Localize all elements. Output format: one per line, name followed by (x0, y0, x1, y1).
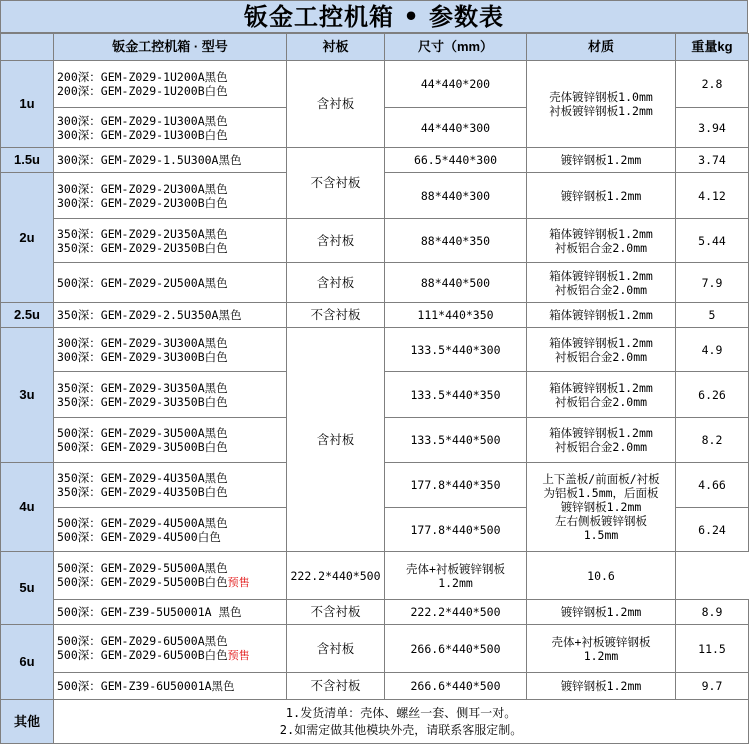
model-cell: 500深：GEM-Z029-4U500A黑色 500深：GEM-Z029-4U500白色 (54, 508, 287, 552)
weight-cell: 8.9 (676, 600, 749, 625)
header-model: 钣金工控机箱 · 型号 (54, 34, 287, 61)
model-cell: 350深：GEM-Z029-2.5U350A黑色 (54, 303, 287, 328)
material-cell: 箱体镀锌钢板1.2mm (527, 303, 676, 328)
material-cell: 箱体镀锌钢板1.2mm 衬板铝合金2.0mm (527, 328, 676, 372)
weight-cell: 3.74 (676, 148, 749, 173)
lining-cell: 不含衬板 (287, 673, 385, 700)
size-label: 3u (1, 328, 54, 463)
weight-cell: 8.2 (676, 418, 749, 463)
presale-badge: 预售 (227, 650, 250, 662)
material-cell: 上下盖板/前面板/衬板 为铝板1.5mm，后面板 镀锌钢板1.2mm 左右侧板镀锌钢板 1.5mm (527, 463, 676, 552)
size-label: 2u (1, 173, 54, 303)
dimensions-cell: 88*440*300 (385, 173, 527, 219)
header-material: 材质 (527, 34, 676, 61)
size-label: 1u (1, 61, 54, 148)
weight-cell: 3.94 (676, 108, 749, 148)
material-cell: 箱体镀锌钢板1.2mm 衬板铝合金2.0mm (527, 219, 676, 263)
material-cell: 壳体镀锌钢板1.0mm 衬板镀锌钢板1.2mm (527, 61, 676, 148)
lining-cell: 含衬板 (287, 625, 385, 673)
model-cell: 500深：GEM-Z029-2U500A黑色 (54, 263, 287, 303)
notes-cell: 1.发货清单：壳体、螺丝一套、侧耳一对。 2.如需定做其他模块外壳，请联系客服定制。 (54, 700, 749, 744)
dimensions-cell: 88*440*500 (385, 263, 527, 303)
dimensions-cell: 266.6*440*500 (385, 673, 527, 700)
material-cell: 镀锌钢板1.2mm (527, 173, 676, 219)
weight-cell: 6.26 (676, 372, 749, 418)
size-label: 5u (1, 552, 54, 625)
material-cell: 箱体镀锌钢板1.2mm 衬板铝合金2.0mm (527, 263, 676, 303)
dimensions-cell: 222.2*440*500 (287, 552, 385, 600)
size-label: 2.5u (1, 303, 54, 328)
model-cell: 300深：GEM-Z029-3U300A黑色 300深：GEM-Z029-3U300B白色 (54, 328, 287, 372)
model-cell: 500深：GEM-Z029-3U500A黑色 500深：GEM-Z029-3U500B白色 (54, 418, 287, 463)
model-cell: 300深：GEM-Z029-1.5U300A黑色 (54, 148, 287, 173)
spec-table (0, 33, 749, 744)
dimensions-cell: 266.6*440*500 (385, 625, 527, 673)
material-cell: 镀锌钢板1.2mm (527, 673, 676, 700)
model-cell: 350深：GEM-Z029-4U350A黑色 350深：GEM-Z029-4U350B白色 (54, 463, 287, 508)
weight-cell: 9.7 (676, 673, 749, 700)
size-label: 4u (1, 463, 54, 552)
weight-cell: 6.24 (676, 508, 749, 552)
lining-cell: 含衬板 (287, 263, 385, 303)
model-cell: 500深：GEM-Z39-5U50001A 黑色 (54, 600, 287, 625)
dimensions-cell: 44*440*300 (385, 108, 527, 148)
weight-cell: 11.5 (676, 625, 749, 673)
dimensions-cell: 44*440*200 (385, 61, 527, 108)
material-cell: 壳体+衬板镀锌钢板 1.2mm (527, 625, 676, 673)
material-cell: 箱体镀锌钢板1.2mm 衬板铝合金2.0mm (527, 418, 676, 463)
lining-cell: 含衬板 (287, 328, 385, 552)
presale-badge: 预售 (227, 577, 250, 589)
model-cell: 300深：GEM-Z029-1U300A黑色 300深：GEM-Z029-1U300B白色 (54, 108, 287, 148)
dimensions-cell: 133.5*440*500 (385, 418, 527, 463)
header-lining: 衬板 (287, 34, 385, 61)
material-cell: 镀锌钢板1.2mm (527, 600, 676, 625)
lining-cell: 不含衬板 (287, 303, 385, 328)
model-cell: 500深：GEM-Z029-5U500A黑色 500深：GEM-Z029-5U500B白色预售 (54, 552, 287, 600)
material-cell: 镀锌钢板1.2mm (527, 148, 676, 173)
other-label: 其他 (1, 700, 54, 744)
dimensions-cell: 222.2*440*500 (385, 600, 527, 625)
model-cell: 300深：GEM-Z029-2U300A黑色 300深：GEM-Z029-2U300B白色 (54, 173, 287, 219)
weight-cell: 10.6 (527, 552, 676, 600)
model-cell: 500深：GEM-Z39-6U50001A黑色 (54, 673, 287, 700)
lining-cell: 不含衬板 (287, 148, 385, 219)
lining-cell: 含衬板 (287, 61, 385, 148)
weight-cell: 7.9 (676, 263, 749, 303)
weight-cell: 5 (676, 303, 749, 328)
dimensions-cell: 177.8*440*350 (385, 463, 527, 508)
model-cell: 350深：GEM-Z029-3U350A黑色 350深：GEM-Z029-3U350B白色 (54, 372, 287, 418)
dimensions-cell: 66.5*440*300 (385, 148, 527, 173)
model-cell: 350深：GEM-Z029-2U350A黑色 350深：GEM-Z029-2U350B白色 (54, 219, 287, 263)
header-dimensions: 尺寸（mm） (385, 34, 527, 61)
lining-cell: 含衬板 (287, 219, 385, 263)
header-weight: 重量kg (676, 34, 749, 61)
size-label: 6u (1, 625, 54, 700)
weight-cell: 4.9 (676, 328, 749, 372)
dimensions-cell: 177.8*440*500 (385, 508, 527, 552)
dimensions-cell: 133.5*440*350 (385, 372, 527, 418)
model-cell: 500深：GEM-Z029-6U500A黑色 500深：GEM-Z029-6U500B白色预售 (54, 625, 287, 673)
weight-cell: 4.66 (676, 463, 749, 508)
dimensions-cell: 133.5*440*300 (385, 328, 527, 372)
weight-cell: 2.8 (676, 61, 749, 108)
material-cell: 壳体+衬板镀锌钢板 1.2mm (385, 552, 527, 600)
material-cell: 箱体镀锌钢板1.2mm 衬板铝合金2.0mm (527, 372, 676, 418)
dimensions-cell: 88*440*350 (385, 219, 527, 263)
weight-cell: 5.44 (676, 219, 749, 263)
header-size (1, 34, 54, 61)
model-cell: 200深：GEM-Z029-1U200A黑色 200深：GEM-Z029-1U200B白色 (54, 61, 287, 108)
page-title: 钣金工控机箱 • 参数表 (0, 0, 748, 33)
lining-cell: 不含衬板 (287, 600, 385, 625)
dimensions-cell: 111*440*350 (385, 303, 527, 328)
weight-cell: 4.12 (676, 173, 749, 219)
size-label: 1.5u (1, 148, 54, 173)
